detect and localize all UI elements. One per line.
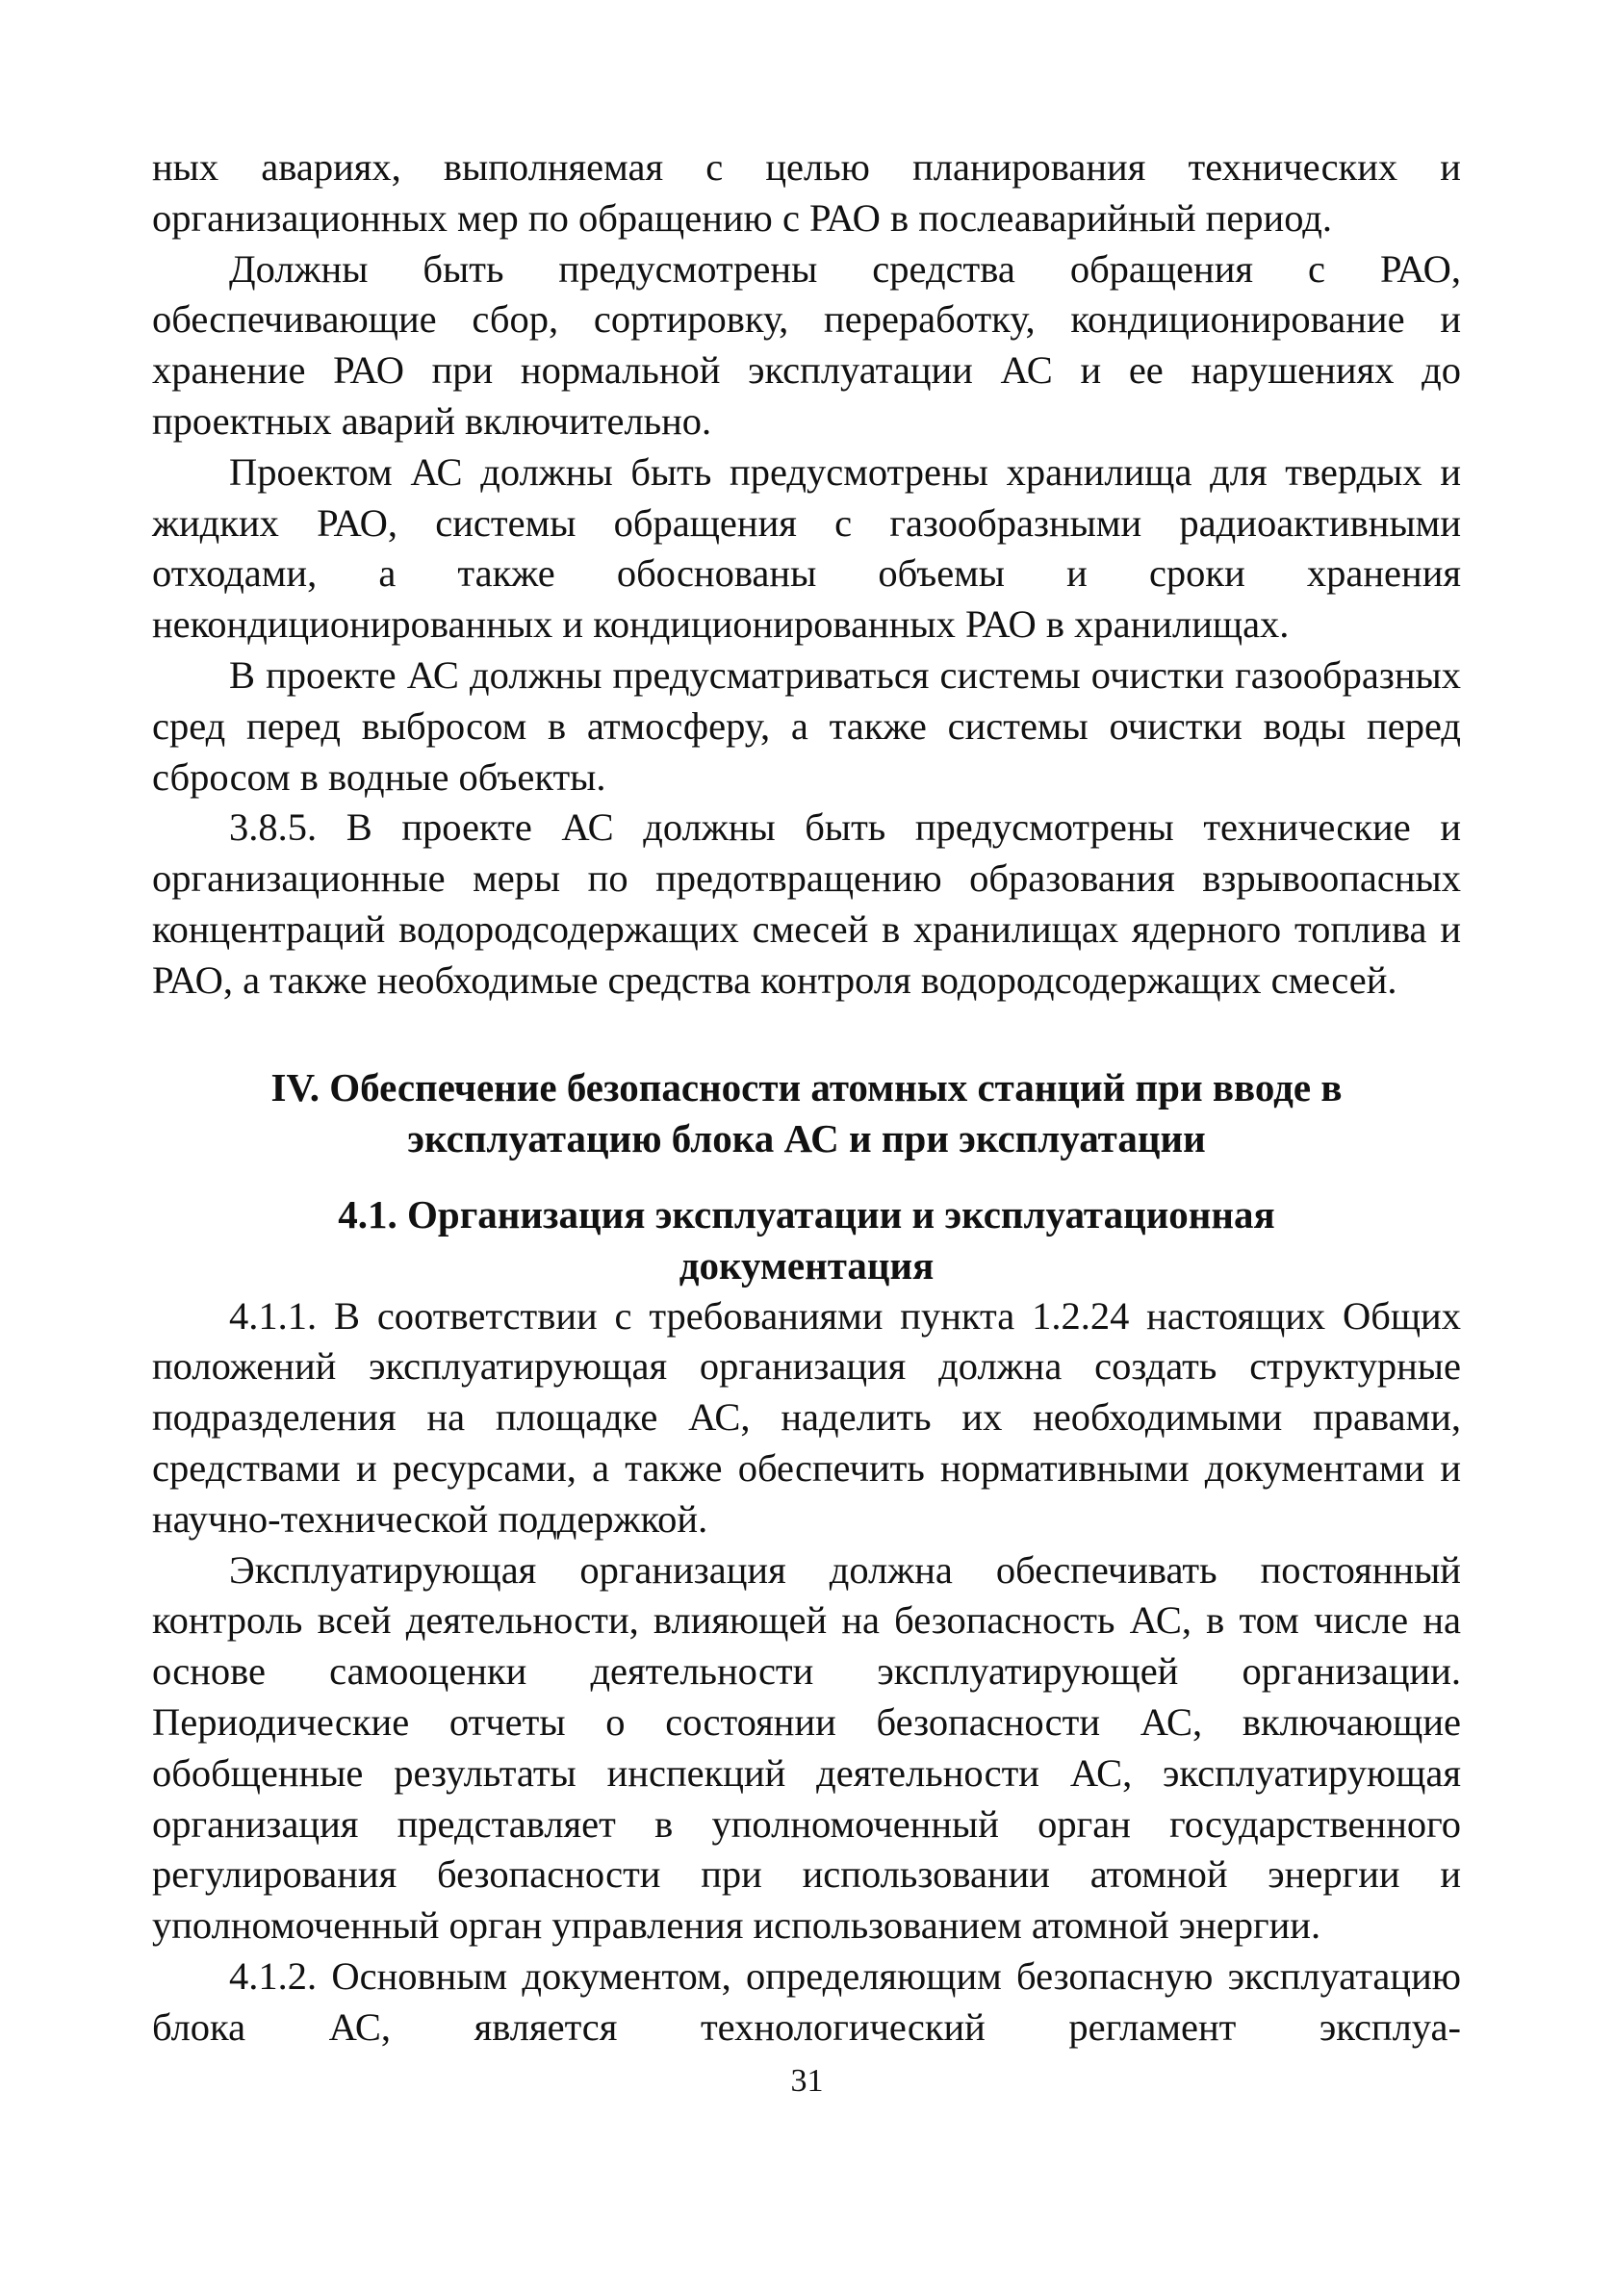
subsection-heading [152,1189,1461,1291]
paragraph-gas-cleaning: В проекте АС должны предусматриваться системы очистки газообразных сред перед выбросом в атмосферу, а также системы очистки воды перед сбросом в водные объекты. [152,652,1461,799]
section-heading-line-2: эксплуатацию блока АС и при эксплуатации [407,1115,1206,1161]
paragraph-rao-storage: Проектом АС должны быть предусмотрены хранилища для твердых и жидких РАО, системы обращения с газообразными радиоактивными отходами, а также обоснованы объемы и сроки хранения некондиционированных и кондиционированных РАО в хранилищах. [152,449,1461,647]
paragraph-4-1-1: 4.1.1. В соответствии с требованиями пункта 1.2.24 настоящих Общих положений эксплуатирующая организация должна создать структурные подразделения на площадке АС, наделить их необходимыми правами, средствами и ресурсами, а также обеспечить нормативными документами и научно-технической поддержкой. [152,1293,1461,1541]
paragraph-operator-control: Эксплуатирующая организация должна обеспечивать постоянный контроль всей деятельности, влияющей на безопасность АС, в том числе на основе самооценки деятельности эксплуатирующей организации. Периодические отчеты о состоянии безопасности АС, включающие обобщенные результаты инспекций деятельности АС, эксплуатирующая организация представляет в уполномоченный орган государственного регулирования безопасности при использовании атомной энергии и уполномоченный орган управления использованием атомной энергии. [152,1547,1461,1948]
paragraph-4-1-2: 4.1.2. Основным документом, определяющим безопасную эксплуатацию блока АС, является технологический регламент эксплуа- [152,1953,1461,2049]
paragraph-continuation: ных авариях, выполняемая с целью планирования технических и организационных мер по обращению с РАО в послеаварийный период. [152,145,1461,240]
page-number: 31 [790,2063,824,2099]
section-heading-line-1: IV. Обеспечение безопасности атомных станций при вводе в [270,1064,1343,1110]
paragraph-rao-handling-means: Должны быть предусмотрены средства обращения с РАО, обеспечивающие сбор, сортировку, переработку, кондиционирование и хранение РАО при нормальной эксплуатации АС и ее нарушениях до проектных аварий включительно. [152,246,1461,443]
paragraph-3-8-5: 3.8.5. В проекте АС должны быть предусмотрены технические и организационные меры по предотвращению образования взрывоопасных концентраций водородсодержащих смесей в хранилищах ядерного топлива и РАО, а также необходимые средства контроля водородсодержащих смесей. [152,805,1461,1002]
subsection-heading-line-2: документация [679,1242,935,1288]
document-page [152,142,1461,2054]
section-heading [152,1062,1461,1164]
subsection-heading-line-1: 4.1. Организация эксплуатации и эксплуатационная [338,1191,1275,1237]
